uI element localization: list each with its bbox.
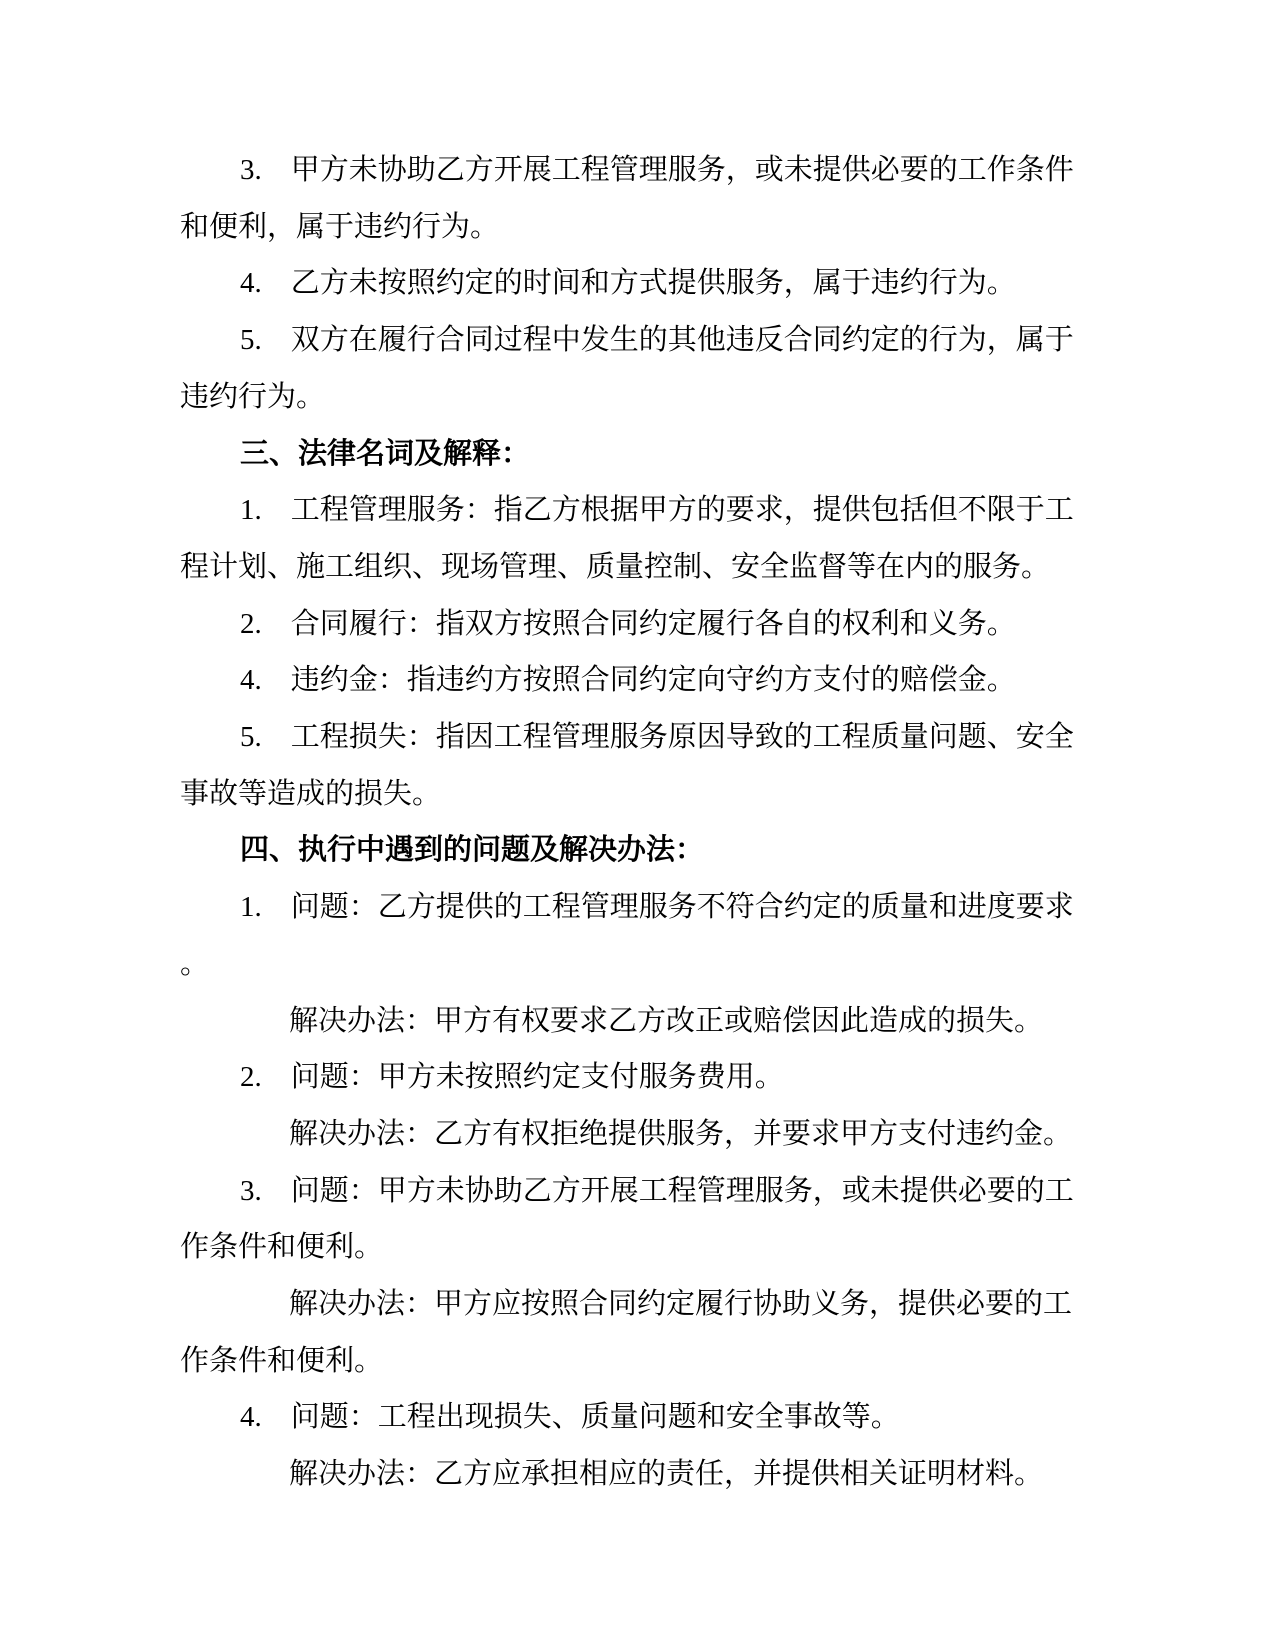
text-line: 程计划、施工组织、现场管理、质量控制、安全监督等在内的服务。 [180, 550, 1051, 583]
text-line: 事故等造成的损失。 [180, 777, 442, 810]
text-line: 1. 工程管理服务：指乙方根据甲方的要求，提供包括但不限于工 [240, 494, 1074, 527]
section-heading: 三、法律名词及解释： [240, 437, 531, 470]
text-line: 解决办法：甲方有权要求乙方改正或赔偿因此造成的损失。 [289, 1004, 1044, 1037]
text-line: 。 [180, 947, 210, 980]
text-line: 解决办法：甲方应按照合同约定履行协助义务，提供必要的工 [289, 1288, 1073, 1321]
text-line: 解决办法：乙方有权拒绝提供服务，并要求甲方支付违约金。 [289, 1117, 1073, 1150]
section-heading: 四、执行中遇到的问题及解决办法： [240, 834, 705, 867]
text-line: 5. 双方在履行合同过程中发生的其他违反合同约定的行为，属于 [240, 324, 1074, 357]
text-line: 4. 乙方未按照约定的时间和方式提供服务，属于违约行为。 [240, 267, 1016, 300]
text-line: 作条件和便利。 [180, 1344, 384, 1377]
text-line: 解决办法：乙方应承担相应的责任，并提供相关证明材料。 [289, 1458, 1044, 1491]
text-line: 4. 问题：工程出现损失、质量问题和安全事故等。 [240, 1401, 900, 1434]
text-line: 和便利，属于违约行为。 [180, 210, 500, 243]
document-body [180, 142, 1100, 1503]
text-line: 作条件和便利。 [180, 1231, 384, 1264]
text-line: 3. 甲方未协助乙方开展工程管理服务，或未提供必要的工作条件 [240, 154, 1074, 186]
text-line: 3. 问题：甲方未协助乙方开展工程管理服务，或未提供必要的工 [240, 1174, 1074, 1207]
text-line: 违约行为。 [180, 380, 326, 413]
text-line: 5. 工程损失：指因工程管理服务原因导致的工程质量问题、安全 [240, 721, 1074, 754]
text-line: 2. 合同履行：指双方按照合同约定履行各自的权利和义务。 [240, 607, 1016, 640]
text-line: 1. 问题：乙方提供的工程管理服务不符合约定的质量和进度要求 [240, 891, 1074, 924]
text-line: 2. 问题：甲方未按照约定支付服务费用。 [240, 1061, 784, 1094]
text-line: 4. 违约金：指违约方按照合同约定向守约方支付的赔偿金。 [240, 664, 1016, 697]
